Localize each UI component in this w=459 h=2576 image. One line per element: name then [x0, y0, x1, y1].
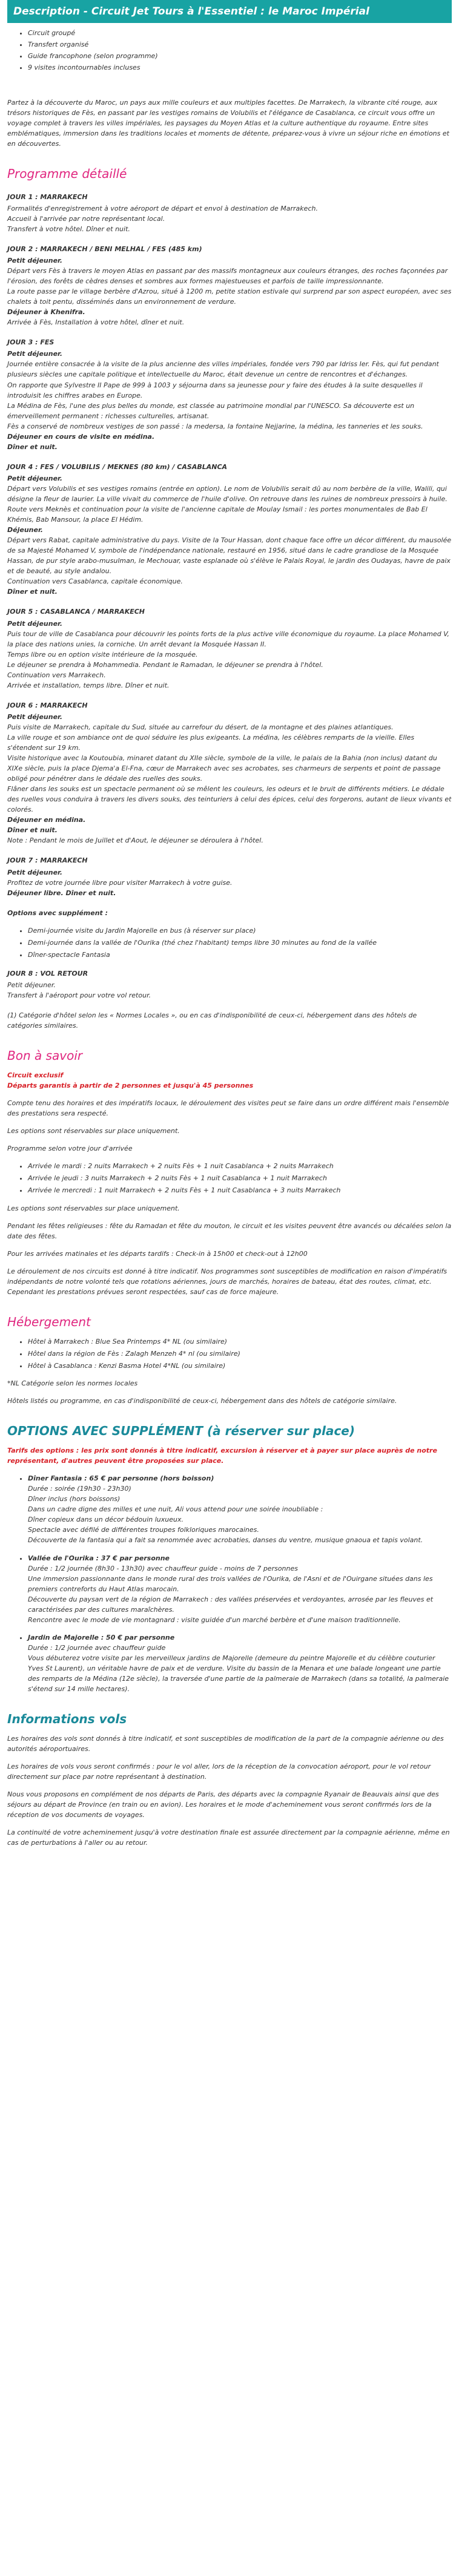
day-line: Petit déjeuner.	[7, 619, 63, 628]
day-5	[7, 606, 452, 690]
day-line: La route passe par le village berbère d'Azrou, situé à 1200 m, petite station estivale qui surprend par son aspect européen, avec ses chalets à toit pentu, disséminés dans un environnement de verdure.	[7, 288, 452, 306]
day-line: Petit déjeuner.	[7, 257, 63, 264]
day-line: Profitez de votre journée libre pour visiter Marrakech à votre guise.	[7, 878, 233, 887]
option-line: Spectacle avec défilé de différentes troupes folkloriques marocaines.	[28, 1526, 259, 1534]
day-line: Note : Pendant le mois de Juillet et d'Aout, le déjeuner se déroulera à l'hôtel.	[7, 836, 263, 845]
day-line: La Médina de Fès, l'une des plus belles du monde, est classée au patrimoine mondial par l'UNESCO. Sa découverte est un émerveillement permanent : richesses culturelles, artisanat.	[7, 401, 415, 420]
day-line: Formalités d'enregistrement à votre aéroport de départ et envol à destination de Marrakech.	[7, 204, 318, 212]
arrival-item: • Arrivée le mardi : 2 nuits Marrakech + 2 nuits Fès + 1 nuit Casablanca + 2 nuits Marrakech	[28, 1161, 452, 1171]
option-detail-item	[28, 1473, 452, 1545]
hebergement-note: Hôtels listés ou programme, en cas d'indisponibilité de ceux-ci, hébergement dans des hôtels de catégorie similaire.	[7, 1397, 397, 1405]
highlight-item: • 9 visites incontournables incluses	[28, 62, 452, 73]
bon-a-savoir-heading: Bon à savoir	[7, 1048, 83, 1063]
day-line: Départ vers Volubilis et ses vestiges romains (entrée en option). Le nom de Volubilis serait dû au nom berbère de la ville, Walili, qui désigne la fleur de laurier. La ville vivait du commerce de l'huile d'olive. On retrouve dans les ruines de nombreux pressoirs à huile.	[7, 484, 447, 503]
arrival-item: • Arrivée le mercredi : 1 nuit Marrakech + 2 nuits Fès + 1 nuit Casablanca + 3 nuits Marrakech	[28, 1185, 452, 1195]
highlight-item: • Guide francophone (selon programme)	[28, 51, 452, 61]
day-title: JOUR 2 : MARRAKECH / BENI MELHAL / FES (485 km)	[7, 245, 202, 253]
day-line: Puis visite de Marrakech, capitale du Sud, située au carrefour du désert, de la montagne et des plaines atlantiques.	[7, 723, 394, 731]
day-line: Puis tour de ville de Casablanca pour découvrir les points forts de la plus active ville économique du royaume. La place Mohamed V, la place des nations unies, la corniche. Un arrêt devant la Mosquée Hassan II.	[7, 629, 449, 648]
info-vols-heading: Informations vols	[7, 1712, 127, 1727]
day-line: Continuation vers Casablanca, capitale économique.	[7, 577, 183, 586]
arrival-item: • Arrivée le jeudi : 3 nuits Marrakech + 2 nuits Fès + 1 nuit Casablanca + 1 nuit Marrakech	[28, 1173, 452, 1183]
bon-paragraph: Programme selon votre jour d'arrivée	[7, 1145, 133, 1153]
option-line: Rencontre avec le mode de vie montagnard : visite guidée d'un marché berbère et d'une maison traditionnelle.	[28, 1615, 401, 1624]
hotel-item: • Hôtel à Casablanca : Kenzi Basma Hotel 4*NL (ou similaire)	[28, 1361, 452, 1371]
day-line: Le déjeuner se prendra à Mohammedia. Pendant le Ramadan, le déjeuner se prendra à l'hôtel.	[7, 660, 323, 669]
info-paragraph: Nous vous proposons en complément de nos départs de Paris, des départs avec la compagnie Ryanair de Beauvais ainsi que des séjours au départ de Province (en train ou en avion). Les horaires et le mode d'acheminement vous seront confirmés lors de la réception de vos documents de voyages.	[7, 1790, 439, 1819]
day-line: Déjeuner libre. Dîner et nuit.	[7, 889, 116, 897]
day-line: Départ vers Rabat, capitale administrative du pays. Visite de la Tour Hassan, dont chaque face offre un décor différent, du mausolée de sa Majesté Mohamed V, symbole de l'indépendance nationale, restauré en 1956, situé dans le cadre grandiose de la Mosquée Hassan, de pur style arabo-musulman, le Mechouar, vaste esplanade où s'élève le Palais Royal, le jardin des Oudayas, havre de paix et de beauté, au style andalou.	[7, 536, 452, 576]
hebergement-note: *NL Catégorie selon les normes locales	[7, 1379, 138, 1387]
day-line: Petit déjeuner.	[7, 474, 63, 482]
hotel-item: • Hôtel dans la région de Fès : Zalagh Menzeh 4* nl (ou similaire)	[28, 1349, 452, 1359]
day-line: Déjeuner en médina.	[7, 816, 86, 824]
bon-paragraph: Compte tenu des horaires et des impératifs locaux, le déroulement des visites peut se faire dans un ordre différent mais l'ensemble des prestations sera respecté.	[7, 1099, 449, 1118]
option-detail-item	[28, 1553, 452, 1625]
day-6	[7, 700, 452, 846]
day-line: Continuation vers Marrakech.	[7, 671, 106, 679]
program-heading: Programme détaillé	[7, 166, 127, 181]
hebergement-heading: Hébergement	[7, 1314, 91, 1329]
day-line: Déjeuner en cours de visite en médina.	[7, 432, 155, 441]
option-line: Durée : soirée (19h30 - 23h30)	[28, 1485, 131, 1493]
hotel-list	[7, 1336, 452, 1371]
day-line: Petit déjeuner.	[7, 981, 56, 989]
page-title: Description - Circuit Jet Tours à l'Essentiel : le Maroc Impérial	[7, 0, 452, 23]
day-line: Transfert à votre hôtel. Dîner et nuit.	[7, 225, 130, 233]
day-title: JOUR 8 : VOL RETOUR	[7, 969, 88, 978]
option-item: • Dîner-spectacle Fantasia	[28, 950, 452, 960]
day-line: Flâner dans les souks est un spectacle permanent où se mêlent les couleurs, les odeurs et le bruit de différents métiers. Le dédale des ruelles vous conduira à travers les divers souks, des teinturiers à celui des épices, celui des forgerons, autant de lieux vivants et colorés.	[7, 785, 452, 814]
day-title: JOUR 5 : CASABLANCA / MARRAKECH	[7, 608, 145, 616]
day-line: Petit déjeuner.	[7, 868, 63, 876]
bon-paragraph: Les options sont réservables sur place uniquement.	[7, 1204, 180, 1212]
options-tarif-note: Tarifs des options : les prix sont donnés à titre indicatif, excursion à réserver et à payer sur place auprès de notre représentant, d'autres peuvent être proposées sur place.	[7, 1447, 437, 1465]
bon-paragraph: Les options sont réservables sur place uniquement.	[7, 1127, 180, 1135]
options-intro: Options avec supplément :	[7, 908, 108, 917]
day-line: Journée entière consacrée à la visite de la plus ancienne des villes impériales, fondée vers 790 par Idriss Ier. Fès, qui fut pendant plusieurs siècles une capitale politique et intellectuelle du Maroc, était devenue un centre de rencontres et d'échanges.	[7, 360, 439, 379]
day-4	[7, 462, 452, 597]
day-line: Déjeuner à Khenifra.	[7, 308, 85, 317]
day-1	[7, 192, 452, 234]
bon-paragraph: Le déroulement de nos circuits est donné à titre indicatif. Nos programmes sont susceptibles de modification en raison d'impératifs indépendants de notre volonté tels que rotations aériennes, jours de marchés, horaires de bateau, état des routes, climat, etc. Cependant les prestations prévues seront respectées, sauf cas de force majeure.	[7, 1267, 447, 1296]
options-heading: OPTIONS AVEC SUPPLÉMENT (à réserver sur place)	[7, 1424, 355, 1439]
day-line: On rapporte que Sylvestre II Pape de 999 à 1003 y séjourna dans sa jeunesse pour y faire des études à la suite desquelles il introduisit les chiffres arabes en Europe.	[7, 381, 423, 399]
day-3	[7, 337, 452, 452]
option-line: Vous débuterez votre visite par les merveilleux jardins de Majorelle (demeure du peintre Majorelle et du célèbre couturier Yves St Laurent), un véritable havre de paix et de verdure. Visite du bassin de la Menara et une balade longeant une partie des remparts de la Médina (12e siècle), la traversée d'une partie de la palmeraie de Marrakech (dans sa totalité, la palmeraie s'étend sur 14 mille hectares).	[28, 1654, 449, 1694]
highlight-item: • Transfert organisé	[28, 39, 452, 50]
option-line: Durée : 1/2 journée (8h30 - 13h30) avec chauffeur guide - moins de 7 personnes	[28, 1564, 298, 1572]
bon-paragraph: Pour les arrivées matinales et les départs tardifs : Check-in à 15h00 et check-out à 12h00	[7, 1249, 308, 1258]
day-7	[7, 855, 452, 898]
day-line: Dîner et nuit.	[7, 588, 58, 596]
day-line: Petit déjeuner.	[7, 350, 63, 358]
day-line: Départ vers Fès à travers le moyen Atlas en passant par des massifs montagneux aux couleurs étranges, des roches façonnées par l'érosion, des forêts de cèdres denses et sombres aux formes majestueuses et parfois de taille impressionnante.	[7, 267, 448, 286]
option-line: Dîner inclus (hors boissons)	[28, 1495, 121, 1503]
day-line: La ville rouge et son ambiance ont de quoi séduire les plus exigeants. La médina, les célèbres remparts de la vieille. Elles s'étendent sur 19 km.	[7, 733, 415, 752]
day-2	[7, 244, 452, 327]
day-line: Route vers Meknès et continuation pour la visite de l'ancienne capitale de Moulay Ismail : les portes monumentales de Bab El Khémis, Bab Mansour, la place El Hédim.	[7, 505, 428, 524]
option-line: Durée : 1/2 journée avec chauffeur guide	[28, 1643, 166, 1652]
day-title: JOUR 7 : MARRAKECH	[7, 856, 88, 865]
day-line: Déjeuner.	[7, 526, 43, 534]
option-title: • Dîner Fantasia : 65 € par personne (hors boisson)	[28, 1474, 214, 1483]
circuit-exclusif: Circuit exclusif	[7, 1071, 64, 1080]
day-8	[7, 968, 452, 1000]
option-item: • Demi-journée dans la vallée de l'Ourika (thé chez l'habitant) temps libre 30 minutes au fond de la vallée	[28, 938, 452, 948]
option-item: • Demi-journée visite du Jardin Majorelle en bus (à réserver sur place)	[28, 925, 452, 936]
arrival-list	[7, 1161, 452, 1195]
day-line: Petit déjeuner.	[7, 712, 63, 721]
hotel-item: • Hôtel à Marrakech : Blue Sea Printemps 4* NL (ou similaire)	[28, 1336, 452, 1347]
option-title: • Jardin de Majorelle : 50 € par personne	[28, 1633, 175, 1641]
info-paragraph: Les horaires de vols vous seront confirmés : pour le vol aller, lors de la réception de la convocation aéroport, pour le vol retour directement sur place par notre représentant à destination.	[7, 1763, 431, 1781]
option-line: Découverte du paysan vert de la région de Marrakech : des vallées préservées et verdoyantes, arrosée par les fleuves et caractérisées par des cultures maraîchères.	[28, 1595, 434, 1614]
info-paragraph: La continuité de votre acheminement jusqu'à votre destination finale est assurée directement par la compagnie aérienne, même en cas de perturbations à l'aller ou au retour.	[7, 1828, 450, 1847]
option-line: Découverte de la fantasia qui a fait sa renommée avec acrobaties, danses du ventre, musique gnaoua et tapis volant.	[28, 1536, 423, 1545]
option-line: Dîner copieux dans un décor bédouin luxueux.	[28, 1516, 183, 1524]
day-line: Transfert à l'aéroport pour votre vol retour.	[7, 991, 151, 999]
day-line: Temps libre ou en option visite intérieure de la mosquée.	[7, 650, 198, 659]
day-line: Fès a conservé de nombreux vestiges de son passé : la medersa, la fontaine Nejjarine, la médina, les tanneries et les souks.	[7, 422, 423, 430]
day-line: Arrivée et installation, temps libre. Dîner et nuit.	[7, 681, 170, 689]
day-title: JOUR 6 : MARRAKECH	[7, 701, 88, 709]
option-line: Une immersion passionnante dans le monde rural des trois vallées de l'Ourika, de l'Asni et de l'Ouirgane situées dans les premiers contreforts du Haut Atlas marocain.	[28, 1574, 433, 1593]
option-title: • Vallée de l'Ourika : 37 € par personne	[28, 1554, 170, 1562]
option-detail-item	[28, 1632, 452, 1694]
day-line: Arrivée à Fès, Installation à votre hôtel, dîner et nuit.	[7, 318, 185, 327]
highlight-item: • Circuit groupé	[28, 28, 452, 38]
day-line: Visite historique avec la Koutoubia, minaret datant du XIIe siècle, symbole de la ville, le palais de la Bahia (non inclus) datant du XIXe siècle, puis la place Djema'a El-Fna, cœur de Marrakech avec ses acrobates, ses charmeurs de serpents et point de passage obligé pour pénétrer dans le dédale des ruelles des souks.	[7, 754, 441, 783]
options-short-list	[7, 925, 452, 960]
day-line: Accueil à l'arrivée par notre représentant local.	[7, 214, 165, 223]
intro-paragraph: Partez à la découverte du Maroc, un pays aux mille couleurs et aux multiples facettes. De Marrakech, la vibrante cité rouge, aux trésors historiques de Fès, en passant par les vestiges romains de Volubilis et l'élégance de Casablanca, ce circuit vous offre un voyage complet à travers les villes impériales, les paysages du Moyen Atlas et la culture authentique du royaume. Entre sites emblématiques, immersion dans les traditions locales et moments de détente, préparez-vous à vivre un séjour riche en émotions et en découvertes.	[7, 98, 449, 148]
option-line: Dans un cadre digne des milles et une nuit, Ali vous attend pour une soirée inoubliable :	[28, 1505, 323, 1514]
day-line: Dîner et nuit.	[7, 826, 58, 835]
options-detail-list	[7, 1473, 452, 1694]
info-paragraph: Les horaires des vols sont donnés à titre indicatif, et sont susceptibles de modification de la part de la compagnie aérienne ou des autorités aéroportuaires.	[7, 1735, 444, 1753]
day-title: JOUR 3 : FES	[7, 338, 54, 347]
footnote: (1) Catégorie d'hôtel selon les « Normes Locales », ou en cas d'indisponibilité de ceux-ci, hébergement dans des hôtels de catégories similaires.	[7, 1011, 417, 1030]
days-container	[7, 192, 452, 898]
day-title: JOUR 1 : MARRAKECH	[7, 192, 88, 201]
bon-paragraph: Pendant les fêtes religieuses : fête du Ramadan et fête du mouton, le circuit et les visites peuvent être avancés ou décalées selon la date des fêtes.	[7, 1221, 452, 1240]
day-title: JOUR 4 : FES / VOLUBILIS / MEKNES (80 km) / CASABLANCA	[7, 462, 228, 471]
highlights-list	[7, 28, 452, 73]
departs-garantis: Départs garantis à partir de 2 personnes et jusqu'à 45 personnes	[7, 1082, 254, 1090]
day-line: Dîner et nuit.	[7, 442, 58, 451]
